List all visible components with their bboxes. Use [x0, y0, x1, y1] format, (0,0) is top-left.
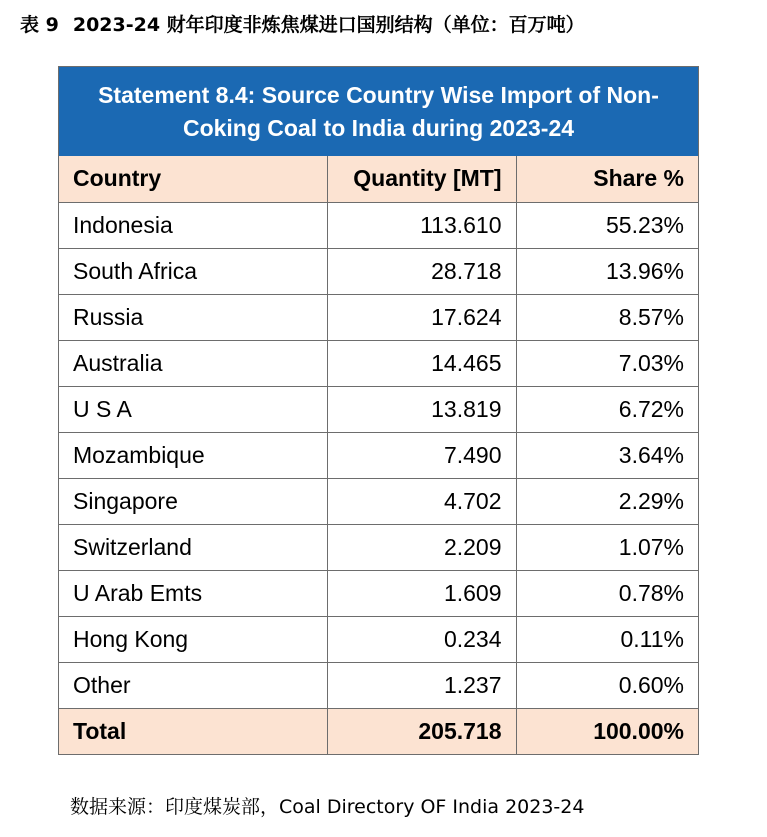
header-quantity: Quantity [MT]: [327, 156, 516, 202]
import-table: [58, 66, 699, 755]
cell-country: Indonesia: [59, 202, 327, 248]
header-country: Country: [59, 156, 327, 202]
cell-quantity: 13.819: [327, 386, 516, 432]
cell-share: 0.60%: [516, 662, 698, 708]
caption-label: 表 9: [20, 14, 59, 36]
table-row: [59, 294, 698, 340]
header-share: Share %: [516, 156, 698, 202]
cell-quantity: 0.234: [327, 616, 516, 662]
cell-country: Switzerland: [59, 524, 327, 570]
table-row: [59, 616, 698, 662]
table-row: [59, 340, 698, 386]
cell-quantity: 4.702: [327, 478, 516, 524]
cell-share: 3.64%: [516, 432, 698, 478]
table-row: [59, 662, 698, 708]
cell-quantity: 113.610: [327, 202, 516, 248]
cell-share: 6.72%: [516, 386, 698, 432]
cell-share: 2.29%: [516, 478, 698, 524]
table-row: [59, 478, 698, 524]
cell-quantity: 1.609: [327, 570, 516, 616]
table-row: [59, 432, 698, 478]
cell-quantity: 1.237: [327, 662, 516, 708]
source-prefix: 数据来源：印度煤炭部，: [70, 796, 280, 818]
cell-share: 1.07%: [516, 524, 698, 570]
statement-title-line1: Statement 8.4: Source Country Wise Import of Non-: [98, 82, 659, 108]
cell-country: South Africa: [59, 248, 327, 294]
table-row: [59, 524, 698, 570]
cell-country: Russia: [59, 294, 327, 340]
cell-country: Australia: [59, 340, 327, 386]
total-label: Total: [59, 708, 327, 754]
table-row: [59, 386, 698, 432]
caption-title: 2023-24 财年印度非炼焦煤进口国别结构（单位：百万吨）: [72, 14, 585, 36]
cell-share: 7.03%: [516, 340, 698, 386]
cell-country: Hong Kong: [59, 616, 327, 662]
total-quantity: 205.718: [327, 708, 516, 754]
cell-quantity: 7.490: [327, 432, 516, 478]
cell-country: U Arab Emts: [59, 570, 327, 616]
cell-quantity: 17.624: [327, 294, 516, 340]
statement-title-line2: Coking Coal to India during 2023-24: [182, 115, 575, 141]
total-row: [59, 708, 698, 754]
data-table: [59, 156, 698, 754]
cell-quantity: 2.209: [327, 524, 516, 570]
cell-share: 0.78%: [516, 570, 698, 616]
table-row: [59, 248, 698, 294]
statement-title: [59, 67, 698, 156]
cell-share: 13.96%: [516, 248, 698, 294]
table-row: [59, 202, 698, 248]
source-note: [70, 792, 584, 822]
total-share: 100.00%: [516, 708, 698, 754]
cell-share: 55.23%: [516, 202, 698, 248]
cell-country: Singapore: [59, 478, 327, 524]
table-row: [59, 570, 698, 616]
cell-country: U S A: [59, 386, 327, 432]
source-text: Coal Directory OF India 2023-24: [279, 796, 585, 818]
cell-share: 0.11%: [516, 616, 698, 662]
header-row: [59, 156, 698, 202]
cell-quantity: 28.718: [327, 248, 516, 294]
cell-country: Other: [59, 662, 327, 708]
table-caption: [20, 8, 760, 42]
cell-share: 8.57%: [516, 294, 698, 340]
cell-country: Mozambique: [59, 432, 327, 478]
cell-quantity: 14.465: [327, 340, 516, 386]
